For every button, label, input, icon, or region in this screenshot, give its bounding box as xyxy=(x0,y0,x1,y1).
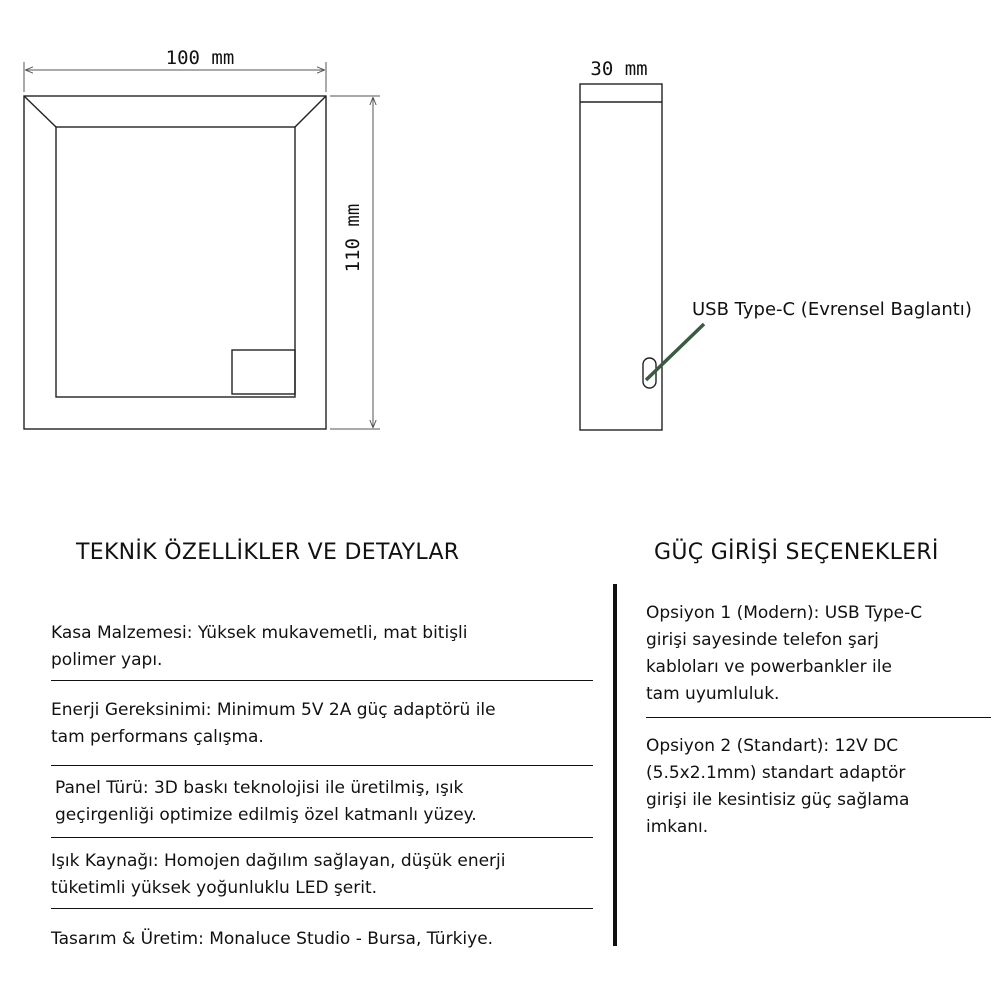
usb-callout-label: USB Type-C (Evrensel Baglantı) xyxy=(692,299,972,320)
column-divider xyxy=(613,584,617,946)
spec-line: tam performans çalışma. xyxy=(51,727,264,747)
spec-item-energy xyxy=(51,697,496,751)
power-line: girişi sayesinde telefon şarj xyxy=(646,630,879,650)
spec-line: Enerji Gereksinimi: Minimum 5V 2A güç adaptörü ile xyxy=(51,700,496,720)
divider xyxy=(51,765,593,766)
divider xyxy=(51,908,593,909)
spec-line: Tasarım & Üretim: Monaluce Studio - Bursa, Türkiye. xyxy=(51,929,494,949)
spec-item-light-source xyxy=(51,848,505,902)
bevel-top-right xyxy=(295,96,326,127)
divider xyxy=(51,837,593,838)
spec-line: Işık Kaynağı: Homojen dağılım sağlayan, düşük enerji xyxy=(51,851,506,871)
width-dimension-label: 100 mm xyxy=(165,47,235,69)
power-line: imkanı. xyxy=(646,817,709,837)
power-line: girişi ile kesintisiz güç sağlama xyxy=(646,790,910,810)
spec-line: tüketimli yüksek yoğunluklu LED şerit. xyxy=(51,878,378,898)
spec-item-material xyxy=(51,620,468,674)
power-line: (5.5x2.1mm) standart adaptör xyxy=(646,763,906,783)
front-view xyxy=(24,96,326,429)
usb-callout-line xyxy=(646,324,704,380)
depth-dimension-label: 30 mm xyxy=(590,58,648,80)
power-option-2 xyxy=(646,733,909,841)
specs-title: TEKNİK ÖZELLİKLER VE DETAYLAR xyxy=(76,540,460,565)
power-line: kabloları ve powerbankler ile xyxy=(646,657,892,677)
spec-line: polimer yapı. xyxy=(51,650,163,670)
power-line: Opsiyon 1 (Modern): USB Type-C xyxy=(646,603,923,623)
bevel-top-left xyxy=(24,96,56,127)
technical-drawing xyxy=(0,0,1000,470)
power-line: Opsiyon 2 (Standart): 12V DC xyxy=(646,736,899,756)
front-outer-frame xyxy=(24,96,326,429)
spec-item-panel xyxy=(55,775,477,829)
spec-line: geçirgenliği optimize edilmiş özel katmanlı yüzey. xyxy=(55,805,477,825)
front-inner-panel xyxy=(56,127,295,397)
spec-item-design xyxy=(51,926,493,953)
divider xyxy=(51,680,593,681)
height-dimension-label: 110 mm xyxy=(342,203,364,273)
divider xyxy=(646,717,991,718)
spec-line: Kasa Malzemesi: Yüksek mukavemetli, mat bitişli xyxy=(51,623,468,643)
power-line: tam uyumluluk. xyxy=(646,684,780,704)
power-option-1 xyxy=(646,600,922,708)
front-inner-box xyxy=(232,350,295,394)
power-title: GÜÇ GİRİŞİ SEÇENEKLERİ xyxy=(654,540,939,565)
spec-line: Panel Türü: 3D baskı teknolojisi ile üretilmiş, ışık xyxy=(55,778,464,798)
